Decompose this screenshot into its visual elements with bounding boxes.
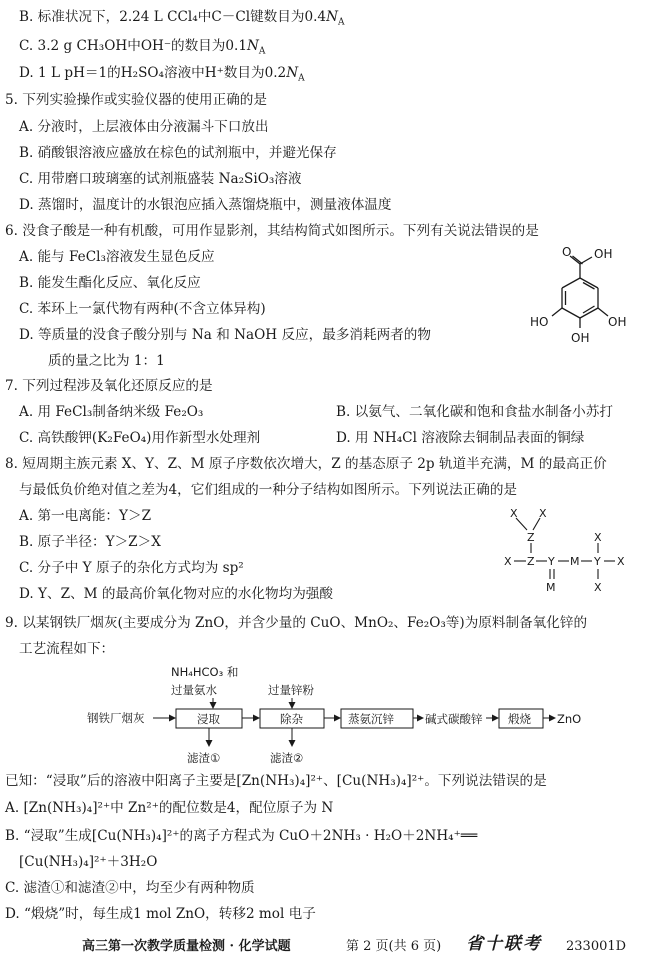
q6-option-b: B. 能发生酯化反应、氧化反应 [19,275,201,291]
mol-x-2: X [539,507,547,520]
q8-option-c: C. 分子中 Y 原子的杂化方式均为 sp² [19,560,244,576]
mol-x-left: X [504,555,512,568]
q8-option-a: A. 第一电离能：Y＞Z [19,508,152,524]
flow-residue-2: 滤渣② [270,751,304,765]
mol-x-right: X [617,555,625,568]
footer-exam-title: 高三第一次教学质量检测 · 化学试题 [82,939,291,954]
q8-molecule-structure [500,505,640,601]
q9-option-b-line2: [Cu(NH₃)₄]²⁺＋3H₂O [19,854,158,870]
q7-option-a: A. 用 FeCl₃制备纳米级 Fe₂O₃ [19,404,204,420]
flow-step-ammonia: 蒸氨沉锌 [348,712,394,726]
q9-stem-line2: 工艺流程如下： [19,641,115,657]
flow-reagent-1a: NH₄HCO₃ 和 [171,665,239,679]
flow-intermediate: 碱式碳酸锌 [425,712,483,726]
q6-option-d-line2: 质的量之比为 1：1 [48,353,165,369]
footer-code: 233001D [566,939,627,954]
q9-stem-line1: 9. 以某钢铁厂烟灰(主要成分为 ZnO，并含少量的 CuO、MnO₂、Fe₂O₃等)为原料制备氧化锌的 [5,615,588,631]
flow-step-calcine: 煅烧 [508,712,531,726]
q8-stem-line1: 8. 短周期主族元素 X、Y、Z、M 原子序数依次增大，Z 的基态原子 2p 轨道半充满，M 的最高正价 [5,456,607,472]
mol-z-mid: Z [527,555,535,568]
q5-stem: 5. 下列实验操作或实验仪器的使用正确的是 [5,92,267,108]
q7-option-d: D. 用 NH₄Cl 溶液除去铜制品表面的铜绿 [336,430,585,446]
q9-known: 已知：“浸取”后的溶液中阳离子主要是[Zn(NH₃)₄]²⁺、[Cu(NH₃)₄]²⁺。下列说法错误的是 [5,773,547,789]
q9-option-c: C. 滤渣①和滤渣②中，均至少有两种物质 [5,880,255,896]
q7-stem: 7. 下列过程涉及氧化还原反应的是 [5,378,213,394]
gallic-acid-structure [520,244,640,352]
q6-stem: 6. 没食子酸是一种有机酸，可用作显影剂，其结构简式如图所示。下列有关说法错误的是 [5,223,539,239]
mol-x-lower: X [594,581,602,594]
mol-x-1: X [510,507,518,520]
struct-oh-top: OH [594,247,613,261]
mol-y-right: Y [594,555,601,568]
struct-oh-right: OH [608,315,627,329]
flow-step-purify: 除杂 [280,712,303,726]
q5-option-a: A. 分液时，上层液体由分液漏斗下口放出 [19,119,269,135]
flow-step-leach: 浸取 [197,712,220,726]
q8-stem-line2: 与最低负价绝对值之差为4，它们组成的一种分子结构如图所示。下列说法正确的是 [19,482,518,498]
mol-m-center: M [570,555,580,568]
q4-option-b: B. 标准状况下，2.24 L CCl₄中C－Cl键数目为$0.4N_A$ [19,9,345,28]
q5-option-d: D. 蒸馏时，温度计的水银泡应插入蒸馏烧瓶中，测量液体温度 [19,197,392,213]
footer-stamp: 省十联考 [466,934,542,954]
q6-option-d-line1: D. 等质量的没食子酸分别与 Na 和 NaOH 反应，最多消耗两者的物 [19,327,431,343]
q6-option-c: C. 苯环上一氯代物有两种(不含立体异构) [19,301,266,317]
mol-m-lower: M [546,581,556,594]
struct-carbonyl-o: O [562,245,572,259]
q6-option-a: A. 能与 FeCl₃溶液发生显色反应 [19,249,215,265]
mol-y-left: Y [548,555,555,568]
struct-ho-left: HO [530,315,549,329]
q4-option-c: C. 3.2 g CH₃OH中OH⁻的数目为$0.1N_A$ [19,38,266,57]
q8-option-d: D. Y、Z、M 的最高价氧化物对应的水化物均为强酸 [19,586,333,602]
struct-oh-bottom: OH [571,331,590,345]
mol-x-upper: X [594,531,602,544]
q9-option-d: D. “煅烧”时，每生成1 mol ZnO，转移2 mol 电子 [5,906,316,922]
q9-option-a: A. [Zn(NH₃)₄]²⁺中 Zn²⁺的配位数是4，配位原子为 N [5,800,334,816]
flow-product: ZnO [557,712,582,726]
flow-reagent-2: 过量锌粉 [268,683,314,697]
q5-option-c: C. 用带磨口玻璃塞的试剂瓶盛装 Na₂SiO₃溶液 [19,171,302,187]
flow-start: 钢铁厂烟灰 [87,711,145,725]
flow-residue-1: 滤渣① [187,751,221,765]
footer-page-number: 第 2 页(共 6 页) [346,939,442,954]
q7-option-c: C. 高铁酸钾(K₂FeO₄)用作新型水处理剂 [19,430,261,446]
mol-z-top: Z [527,531,535,544]
q9-option-b-line1: B. “浸取”生成[Cu(NH₃)₄]²⁺的离子方程式为 CuO＋2NH₃ · H₂O＋2NH₄⁺══ [5,828,478,844]
flow-reagent-1b: 过量氨水 [171,683,217,697]
q8-option-b: B. 原子半径：Y＞Z＞X [19,534,161,550]
q7-option-b: B. 以氨气、二氧化碳和饱和食盐水制备小苏打 [336,404,613,420]
q4-option-d: D. 1 L pH＝1的H₂SO₄溶液中H⁺数目为$0.2N_A$ [19,65,305,84]
process-flow-diagram [85,662,585,770]
q5-option-b: B. 硝酸银溶液应盛放在棕色的试剂瓶中，并避光保存 [19,145,337,161]
